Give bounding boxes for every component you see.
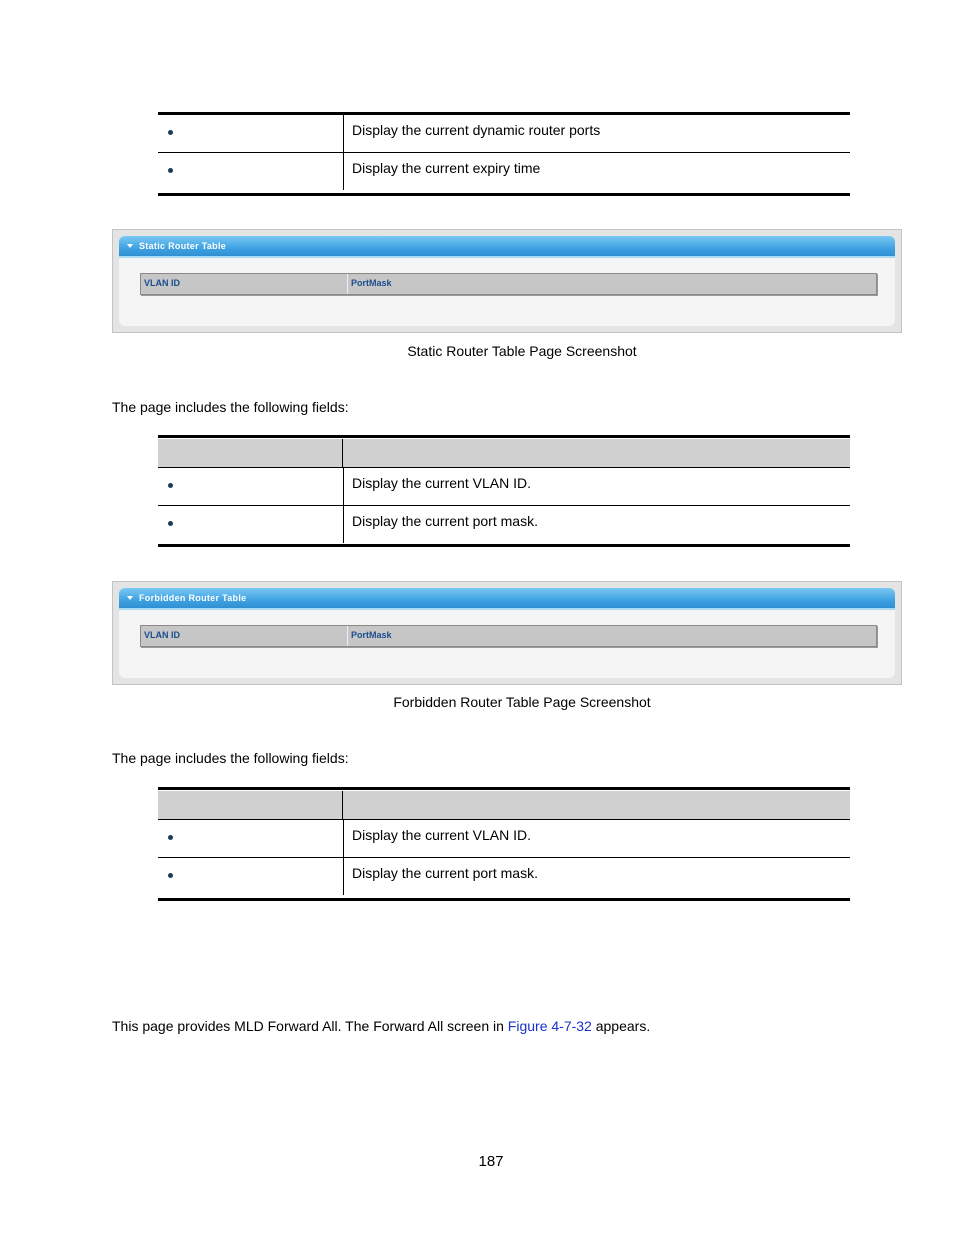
bullet-icon bbox=[168, 483, 173, 488]
bullet-icon bbox=[168, 835, 173, 840]
page-number: 187 bbox=[478, 1153, 504, 1170]
table-row bbox=[158, 857, 850, 895]
column-header-portmask: PortMask bbox=[351, 278, 392, 288]
field-description: Display the current dynamic router ports bbox=[352, 122, 601, 138]
collapse-triangle-icon bbox=[127, 596, 133, 600]
bullet-icon bbox=[168, 168, 173, 173]
table-row bbox=[158, 820, 850, 857]
table-row bbox=[158, 468, 850, 505]
fields-intro: The page includes the following fields: bbox=[112, 399, 349, 415]
table-header bbox=[140, 625, 877, 647]
collapse-triangle-icon bbox=[127, 244, 133, 248]
bullet-icon bbox=[168, 521, 173, 526]
field-description: Display the current VLAN ID. bbox=[352, 827, 531, 843]
column-header-vlan-id: VLAN ID bbox=[141, 626, 348, 646]
figure-caption: Forbidden Router Table Page Screenshot bbox=[393, 694, 651, 710]
static-router-table-screenshot bbox=[112, 229, 902, 333]
forbidden-router-table-screenshot bbox=[112, 581, 902, 685]
table-header-row bbox=[158, 438, 850, 468]
forbidden-router-fields-table bbox=[158, 787, 850, 901]
bullet-icon bbox=[168, 873, 173, 878]
fields-intro: The page includes the following fields: bbox=[112, 750, 349, 766]
bullet-icon bbox=[168, 130, 173, 135]
column-header-portmask: PortMask bbox=[351, 630, 392, 640]
table-header-row bbox=[158, 790, 850, 820]
field-description: Display the current port mask. bbox=[352, 513, 538, 529]
static-router-fields-table bbox=[158, 435, 850, 547]
panel-title: Forbidden Router Table bbox=[119, 588, 895, 610]
column-header-vlan-id: VLAN ID bbox=[141, 274, 348, 294]
table-row bbox=[158, 152, 850, 190]
panel-title: Static Router Table bbox=[119, 236, 895, 258]
table-row bbox=[158, 115, 850, 152]
dynamic-router-fields-table bbox=[158, 112, 850, 196]
figure-caption: Static Router Table Page Screenshot bbox=[407, 343, 637, 359]
figure-link[interactable]: Figure 4-7-32 bbox=[507, 1018, 592, 1034]
forward-all-paragraph: This page provides MLD Forward All. The Forward All screen in Figure 4-7-32 appears. bbox=[112, 1018, 651, 1034]
field-description: Display the current expiry time bbox=[352, 160, 541, 176]
field-description: Display the current VLAN ID. bbox=[352, 475, 531, 491]
table-header bbox=[140, 273, 877, 295]
field-description: Display the current port mask. bbox=[352, 865, 538, 881]
table-row bbox=[158, 505, 850, 543]
